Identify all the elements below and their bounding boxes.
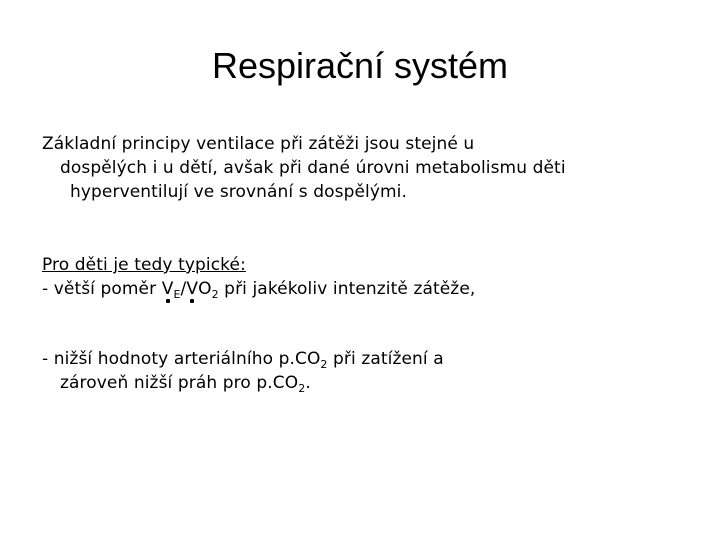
pco2-line-1-end: při zatížení a (327, 349, 444, 369)
pco2-subscript-1: 2 (320, 358, 328, 371)
pco2-line-2 (42, 371, 692, 395)
pco2-line-2-end: . (305, 373, 311, 393)
ratio-suffix: při jakékoliv intenzitě zátěže, (218, 279, 476, 299)
typical-heading: Pro děti je tedy typické: (42, 255, 246, 275)
vo2-dot-icon (190, 299, 194, 303)
vo2-symbol (186, 277, 198, 301)
pco2-subscript-2: 2 (298, 382, 306, 395)
ratio-prefix: - větší poměr (42, 279, 162, 299)
typical-section (42, 253, 692, 301)
vo2-letter: V (186, 279, 199, 299)
ve-subscript: E (173, 288, 181, 301)
intro-line-3: hyperventilují ve srovnání s dospělými. (70, 182, 407, 202)
list-item-ratio (42, 277, 692, 301)
pco2-line-1 (42, 347, 692, 371)
ve-dot-icon (166, 299, 170, 303)
ve-symbol (162, 277, 174, 301)
intro-line-1: Základní principy ventilace při zátěži jsou stejné u (42, 134, 475, 154)
pco2-paragraph (42, 347, 692, 395)
intro-line-2: dospělých i u dětí, avšak při dané úrovni metabolismu děti (60, 158, 566, 178)
intro-paragraph (42, 132, 692, 204)
pco2-line-1-text: - nižší hodnoty arteriálního p.CO (42, 349, 321, 369)
ve-letter: V (161, 279, 174, 299)
pco2-line-2-text: zároveň nižší práh pro p.CO (60, 373, 299, 393)
o2-subscript: 2 (211, 288, 219, 301)
slide-title: Respirační systém (211, 45, 509, 86)
o2-letter: O (198, 279, 212, 299)
ratio-slash: / (180, 279, 187, 299)
